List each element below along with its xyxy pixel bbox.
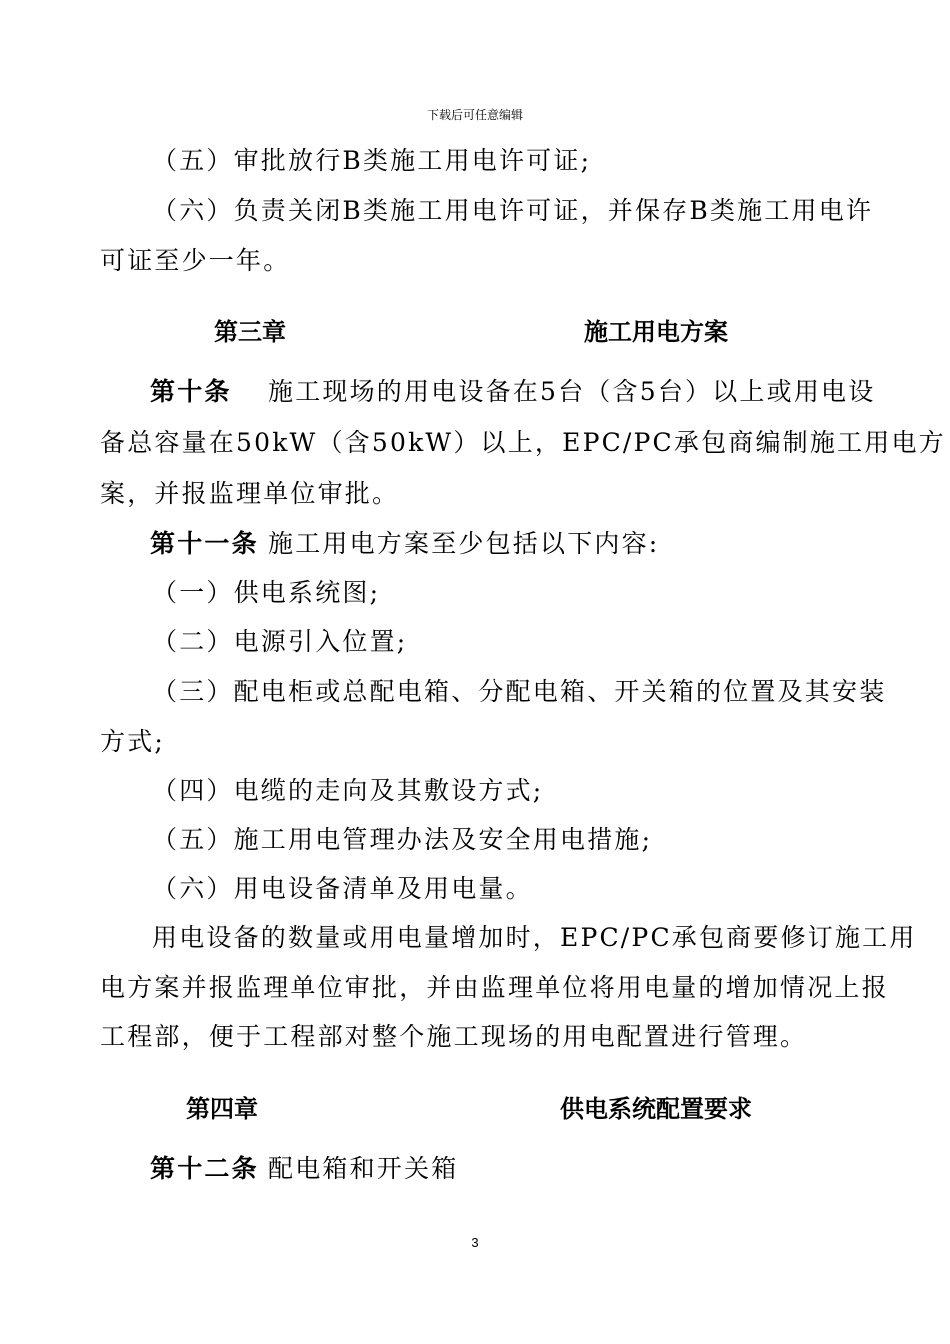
article-10-line1: 施工现场的用电设备在5台（含5台）以上或用电设: [268, 377, 876, 406]
list-item-4: （四）电缆的走向及其敷设方式;: [152, 776, 544, 805]
article-12-label: 第十二条: [150, 1154, 259, 1183]
line-close-permit-cont: 可证至少一年。: [100, 246, 291, 275]
paragraph-line1: 用电设备的数量或用电量增加时，EPC/PC承包商要修订施工用: [152, 923, 917, 952]
list-item-2: （二）电源引入位置;: [152, 627, 408, 656]
line-close-permit: （六）负责关闭B类施工用电许可证，并保存B类施工用电许: [152, 196, 874, 225]
chapter-4-title: 供电系统配置要求: [560, 1095, 752, 1123]
article-10-label: 第十条: [150, 377, 232, 406]
chapter-3-title: 施工用电方案: [584, 318, 728, 346]
list-item-1: （一）供电系统图;: [152, 578, 381, 607]
article-10-line3: 案，并报监理单位审批。: [100, 479, 400, 508]
chapter-4-number: 第四章: [186, 1095, 258, 1123]
list-item-6: （六）用电设备清单及用电量。: [152, 874, 533, 903]
chapter-3-number: 第三章: [214, 318, 286, 346]
article-11-label: 第十一条: [150, 529, 259, 558]
article-10-line2: 备总容量在50kW（含50kW）以上，EPC/PC承包商编制施工用电方: [100, 428, 946, 457]
line-approve-permit: （五）审批放行B类施工用电许可证;: [152, 146, 592, 175]
article-12-text: 配电箱和开关箱: [268, 1154, 459, 1183]
page-header: 下载后可任意编辑: [426, 108, 523, 122]
page-number: 3: [471, 1235, 479, 1250]
paragraph-line2: 电方案并报监理单位审批，并由监理单位将用电量的增加情况上报: [100, 973, 889, 1002]
list-item-5: （五）施工用电管理办法及安全用电措施;: [152, 825, 653, 854]
article-11-text: 施工用电方案至少包括以下内容:: [268, 529, 660, 558]
paragraph-line3: 工程部，便于工程部对整个施工现场的用电配置进行管理。: [100, 1022, 808, 1051]
list-item-3: （三）配电柜或总配电箱、分配电箱、开关箱的位置及其安装: [152, 677, 887, 706]
list-item-3-cont: 方式;: [100, 727, 166, 756]
